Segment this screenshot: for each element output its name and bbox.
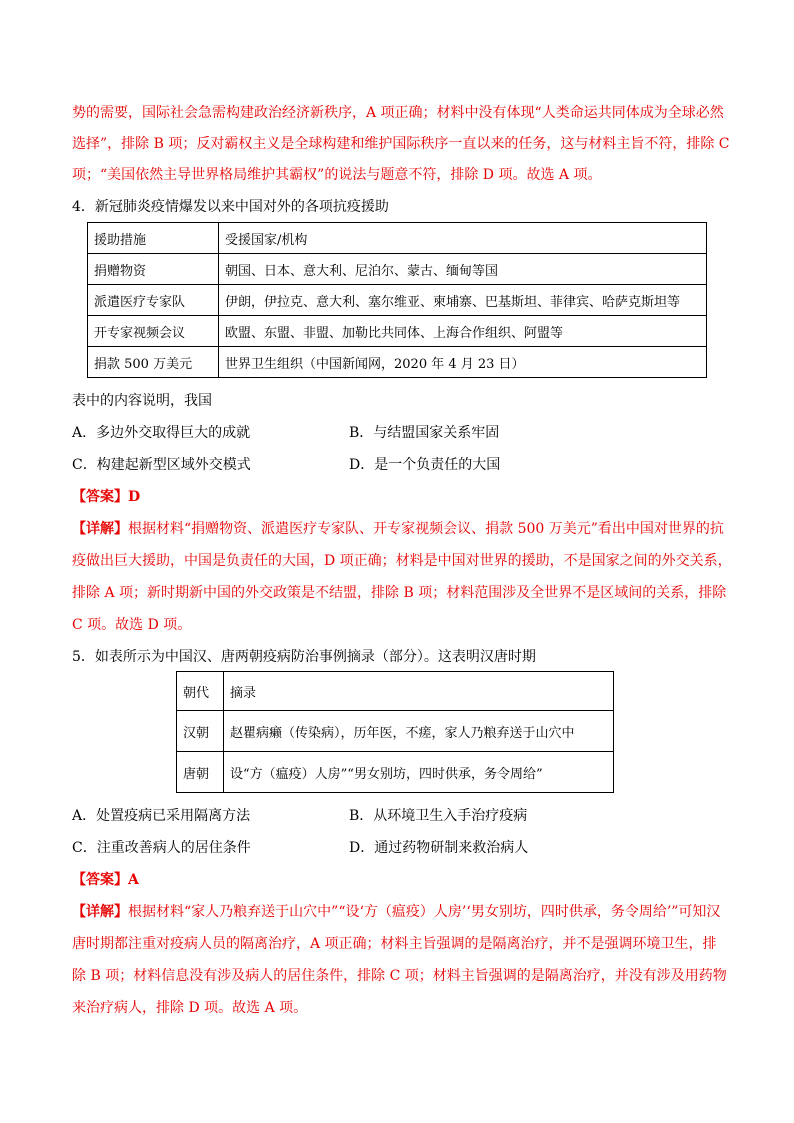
q4-answer [72, 487, 140, 507]
table-cell: 赵瞿病癞（传染病），历年医，不瘥，家人乃粮弃送于山穴中 [224, 711, 614, 752]
q4-aid-table [87, 222, 707, 378]
q4-option-d: D．是一个负责任的大国 [349, 457, 501, 473]
q5-option-a: A．处置疫病已采用隔离方法 [72, 808, 251, 824]
table-row [88, 254, 707, 285]
detail-text: 根据材料“家人乃粮弃送于山穴中”“设‘方（瘟疫）人房’‘男女别坊，四时供承，务令周给’”可知汉 [128, 904, 721, 920]
q5-option-d: D．通过药物研制来救治病人 [349, 840, 529, 856]
table-header-cell: 摘录 [224, 672, 614, 711]
table-row [88, 347, 707, 378]
table-row [88, 285, 707, 316]
q4-detail-line-1 [72, 519, 724, 539]
table-cell: 开专家视频会议 [88, 316, 219, 347]
table-row [177, 711, 614, 752]
q4-question: 4．新冠肺炎疫情爆发以来中国对外的各项抗疫援助 [72, 199, 389, 215]
table-cell: 汉朝 [177, 711, 224, 752]
table-row [177, 672, 614, 711]
table-header-cell: 援助措施 [88, 223, 219, 254]
q5-answer [72, 870, 139, 890]
intro-line-2: 选择”，排除 B 项；反对霸权主义是全球构建和维护国际秩序一直以来的任务，这与材料主旨不符，排除 C [72, 136, 730, 152]
q5-epidemic-table [176, 671, 614, 793]
answer-tag: 【答案】 [72, 872, 128, 888]
answer-value: D [128, 489, 141, 505]
detail-tag: 【详解】 [72, 521, 128, 537]
table-cell: 欧盟、东盟、非盟、加勒比共同体、上海合作组织、阿盟等 [219, 316, 707, 347]
q5-detail-line-4: 来治疗病人，排除 D 项。故选 A 项。 [72, 1000, 308, 1016]
table-row [88, 223, 707, 254]
table-row [88, 316, 707, 347]
table-header-cell: 朝代 [177, 672, 224, 711]
q5-detail-line-1 [72, 902, 720, 922]
table-row [177, 752, 614, 793]
q5-detail-line-2: 唐时期都注重对疫病人员的隔离治疗，A 项正确；材料主旨强调的是隔离治疗，并不是强调环境卫生，排 [72, 936, 717, 952]
table-cell: 唐朝 [177, 752, 224, 793]
intro-line-1: 势的需要，国际社会急需构建政治经济新秩序，A 项正确；材料中没有体现“人类命运共同体成为全球必然 [72, 105, 724, 121]
q4-detail-line-2: 疫做出巨大援助，中国是负责任的大国，D 项正确；材料是中国对世界的援助，不是国家之间的外交关系， [72, 553, 732, 569]
q4-stem: 表中的内容说明，我国 [72, 393, 212, 409]
table-header-cell: 受援国家/机构 [219, 223, 707, 254]
detail-tag: 【详解】 [72, 904, 128, 920]
q5-option-c: C．注重改善病人的居住条件 [72, 840, 251, 856]
q5-option-b: B．从环境卫生入手治疗疫病 [349, 808, 528, 824]
table-cell: 朝国、日本、意大利、尼泊尔、蒙古、缅甸等国 [219, 254, 707, 285]
table-cell: 伊朗，伊拉克、意大利、塞尔维亚、柬埔寨、巴基斯坦、菲律宾、哈萨克斯坦等 [219, 285, 707, 316]
q4-option-b: B．与结盟国家关系牢固 [349, 425, 500, 441]
answer-value: A [128, 872, 139, 888]
table-cell: 捐赠物资 [88, 254, 219, 285]
table-cell: 世界卫生组织（中国新闻网，2020 年 4 月 23 日） [219, 347, 707, 378]
table-cell: 捐款 500 万美元 [88, 347, 219, 378]
q5-question: 5．如表所示为中国汉、唐两朝疫病防治事例摘录（部分）。这表明汉唐时期 [72, 649, 536, 665]
intro-line-3: 项；“美国依然主导世界格局维护其霸权”的说法与题意不符，排除 D 项。故选 A 项。 [72, 167, 602, 183]
q4-option-c: C．构建起新型区域外交模式 [72, 457, 251, 473]
table-cell: 派遣医疗专家队 [88, 285, 219, 316]
q4-detail-line-3: 排除 A 项；新时期新中国的外交政策是不结盟，排除 B 项；材料范围涉及全世界不是区域间的关系，排除 [72, 585, 727, 601]
q5-detail-line-3: 除 B 项；材料信息没有涉及病人的居住条件，排除 C 项；材料主旨强调的是隔离治疗，并没有涉及用药物 [72, 968, 727, 984]
answer-tag: 【答案】 [72, 489, 128, 505]
q4-detail-line-4: C 项。故选 D 项。 [72, 617, 192, 633]
table-cell: 设“方（瘟疫）人房”“男女别坊，四时供承，务令周给” [224, 752, 614, 793]
q4-option-a: A．多边外交取得巨大的成就 [72, 425, 251, 441]
detail-text: 根据材料“捐赠物资、派遣医疗专家队、开专家视频会议、捐款 500 万美元”看出中国对世界的抗 [128, 521, 724, 537]
